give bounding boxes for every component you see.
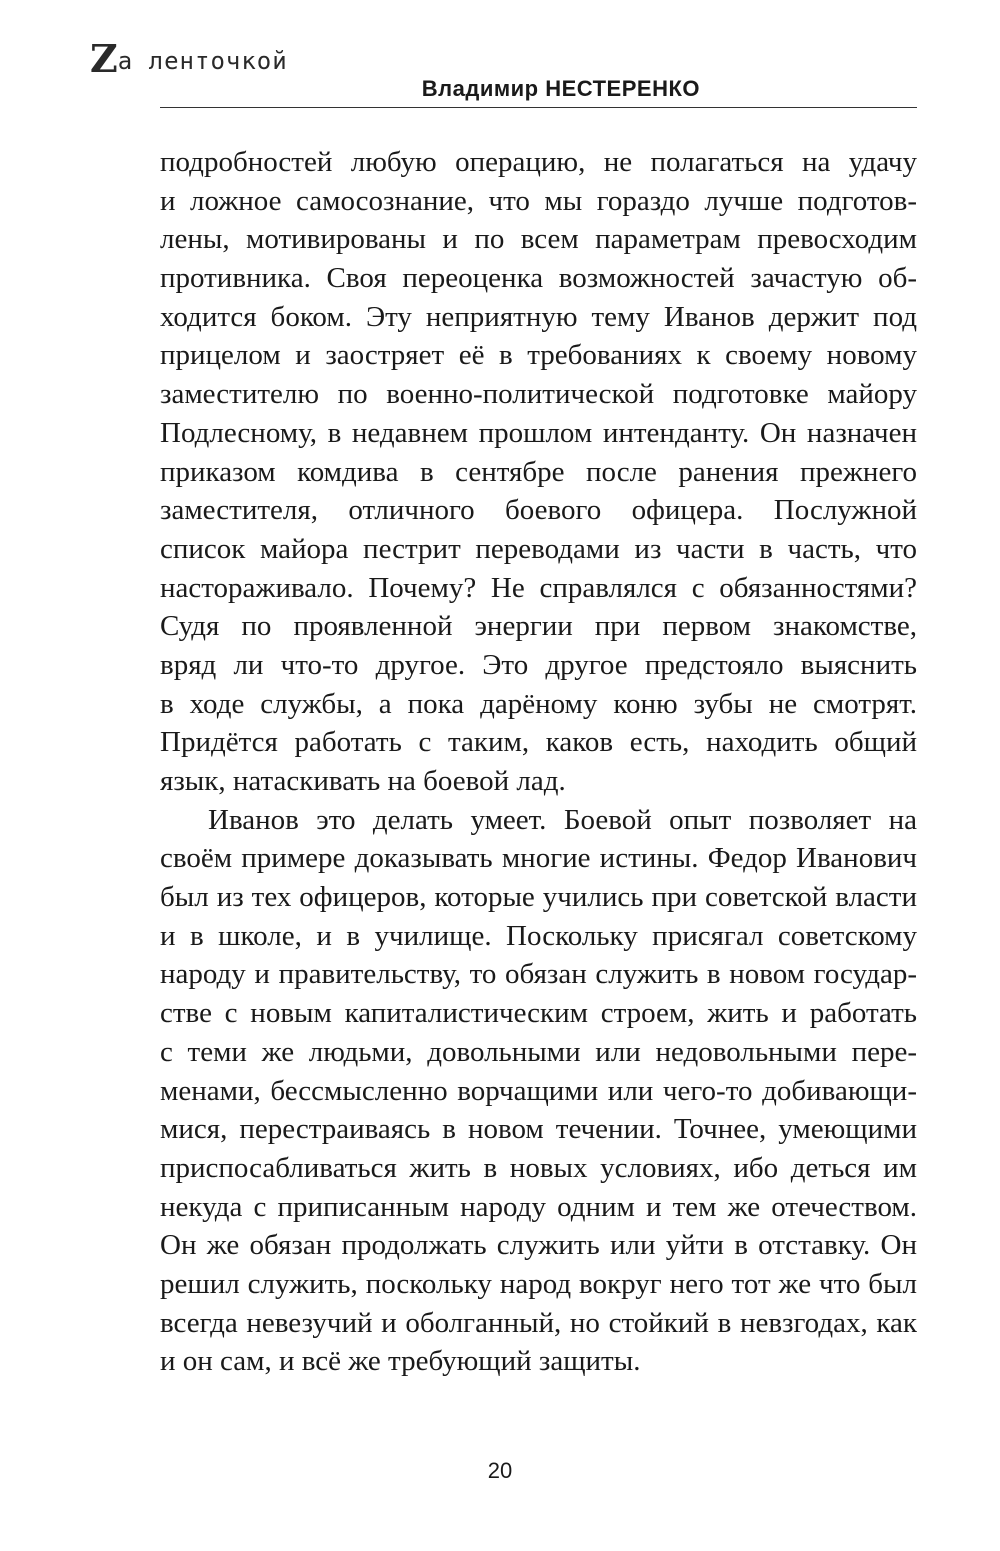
series-title-rest: а ленточкой bbox=[117, 47, 288, 75]
text-line: и ложное самосознание, что мы гораздо лучше подготов- bbox=[160, 184, 917, 217]
text-line: список майора пестрит переводами из части в часть, что bbox=[160, 532, 917, 565]
author-name: Владимир НЕСТЕРЕНКО bbox=[421, 76, 700, 101]
text-line: заместителя, отличного боевого офицера. Послужной bbox=[160, 494, 917, 527]
text-line: ходится боком. Эту неприятную тему Иванов держит под bbox=[160, 300, 917, 333]
text-line: лены, мотивированы и по всем параметрам превосходим bbox=[160, 223, 917, 256]
text-line: и в школе, и в училище. Поскольку присягал советскому bbox=[160, 919, 917, 952]
text-line: настораживало. Почему? Не справлялся с обязанностями? bbox=[160, 571, 917, 604]
text-line: Иванов это делать умеет. Боевой опыт позволяет на bbox=[208, 803, 917, 836]
text-line: противника. Своя переоценка возможностей зачастую об- bbox=[160, 262, 917, 295]
text-line: с теми же людьми, довольными или недовольными пере- bbox=[160, 1035, 917, 1068]
series-title-initial: Z bbox=[90, 36, 118, 81]
text-line: решил служить, поскольку народ вокруг него тот же что был bbox=[160, 1267, 917, 1300]
text-line: вряд ли что-то другое. Это другое предстояло выяснить bbox=[160, 648, 917, 681]
text-line: мися, перестраиваясь в новом течении. Точнее, умеющими bbox=[160, 1113, 917, 1146]
text-body bbox=[160, 143, 917, 1381]
text-line: некуда с приписанным народу одним и тем же отечеством. bbox=[160, 1190, 917, 1223]
text-line: Подлесному, в недавнем прошлом интенданту. Он назначен bbox=[160, 416, 917, 449]
paragraph bbox=[160, 801, 917, 1381]
text-line: всегда невезучий и оболганный, но стойкий в невзгодах, как bbox=[160, 1306, 917, 1339]
page-number: 20 bbox=[487, 1458, 513, 1483]
text-line: стве с новым капиталистическим строем, жить и работать bbox=[160, 997, 917, 1030]
text-line: своём примере доказывать многие истины. Федор Иванович bbox=[160, 842, 917, 875]
text-line: подробностей любую операцию, не полагаться на удачу bbox=[160, 146, 917, 178]
text-line: был из тех офицеров, которые учились при советской власти bbox=[160, 881, 917, 914]
text-line: в ходе службы, а пока дарёному коню зубы не смотрят. bbox=[160, 687, 917, 720]
header-divider bbox=[160, 107, 917, 108]
text-line: и он сам, и всё же требующий защиты. bbox=[160, 1345, 641, 1378]
text-line: народу и правительству, то обязан служить в новом государ- bbox=[160, 958, 917, 991]
text-line: язык, натаскивать на боевой лад. bbox=[160, 765, 566, 797]
paragraph bbox=[160, 143, 917, 801]
text-line: Судя по проявленной энергии при первом знакомстве, bbox=[160, 610, 917, 643]
text-line: заместителю по военно-политической подготовке майору bbox=[160, 378, 917, 411]
text-line: приказом комдива в сентябре после ранения прежнего bbox=[160, 455, 917, 488]
text-line: менами, бессмысленно ворчащими или чего-то добивающи- bbox=[160, 1074, 917, 1107]
series-title bbox=[90, 36, 288, 81]
text-line: Он же обязан продолжать служить или уйти в отставку. Он bbox=[160, 1229, 917, 1262]
text-line: приспосабливаться жить в новых условиях, ибо деться им bbox=[160, 1151, 917, 1184]
text-line: Придётся работать с таким, каков есть, находить общий bbox=[160, 726, 917, 759]
text-line: прицелом и заостряет её в требованиях к своему новому bbox=[160, 339, 917, 372]
